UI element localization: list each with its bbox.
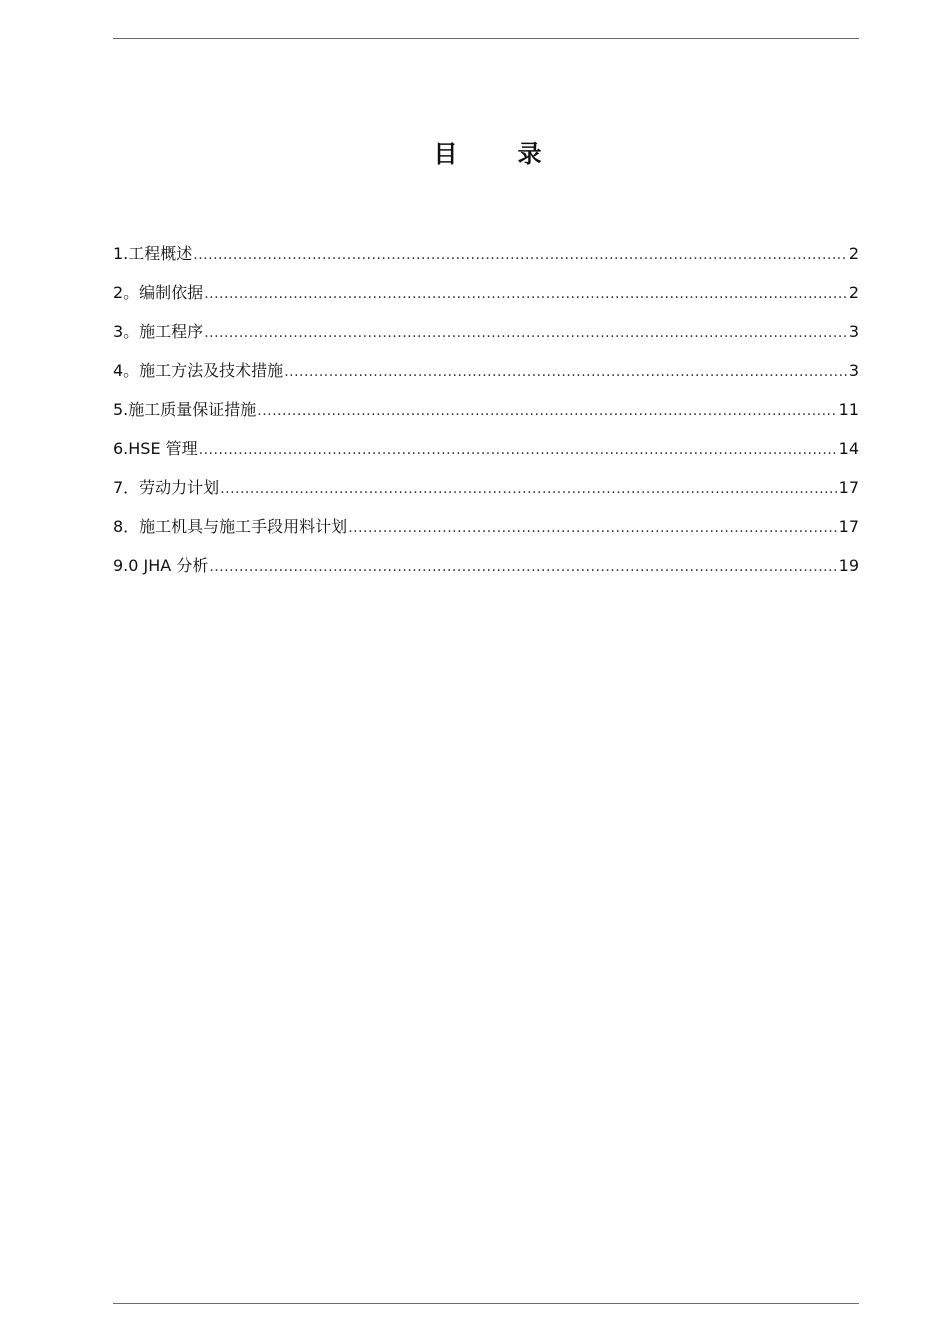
toc-entry[interactable] bbox=[113, 318, 859, 357]
toc-entry-label: 8．施工机具与施工手段用料计划 bbox=[113, 517, 348, 536]
toc-entry[interactable] bbox=[113, 552, 859, 591]
toc-entry-label: 5.施工质量保证措施 bbox=[113, 400, 257, 419]
toc-entry[interactable] bbox=[113, 357, 859, 396]
dot-leader bbox=[209, 553, 837, 581]
table-of-contents bbox=[113, 240, 859, 591]
toc-title-char-1: 目 bbox=[433, 140, 458, 169]
footer-rule bbox=[113, 1303, 859, 1304]
toc-entry-page: 17 bbox=[838, 517, 859, 536]
toc-entry-page: 3 bbox=[848, 361, 859, 380]
dot-leader bbox=[193, 241, 848, 269]
toc-title-char-2: 录 bbox=[517, 140, 542, 169]
toc-entry-page: 14 bbox=[838, 439, 859, 458]
toc-entry-page: 3 bbox=[848, 322, 859, 341]
dot-leader bbox=[204, 319, 848, 347]
toc-entry[interactable] bbox=[113, 513, 859, 552]
toc-entry-label: 9.0 JHA 分析 bbox=[113, 556, 209, 575]
toc-entry[interactable] bbox=[113, 396, 859, 435]
toc-entry[interactable] bbox=[113, 240, 859, 279]
toc-entry[interactable] bbox=[113, 279, 859, 318]
toc-entry-page: 11 bbox=[838, 400, 859, 419]
toc-entry-page: 2 bbox=[848, 244, 859, 263]
dot-leader bbox=[348, 514, 837, 542]
toc-entry-label: 7．劳动力计划 bbox=[113, 478, 220, 497]
toc-entry-page: 19 bbox=[838, 556, 859, 575]
toc-entry-label: 2。编制依据 bbox=[113, 283, 204, 302]
toc-entry[interactable] bbox=[113, 435, 859, 474]
toc-entry-label: 1.工程概述 bbox=[113, 244, 193, 263]
toc-entry-page: 17 bbox=[838, 478, 859, 497]
toc-entry-label: 6.HSE 管理 bbox=[113, 439, 198, 458]
toc-entry[interactable] bbox=[113, 474, 859, 513]
dot-leader bbox=[199, 436, 838, 464]
dot-leader bbox=[284, 358, 848, 386]
toc-entry-label: 4。施工方法及技术措施 bbox=[113, 361, 284, 380]
dot-leader bbox=[220, 475, 837, 503]
dot-leader bbox=[204, 280, 848, 308]
toc-entry-page: 2 bbox=[848, 283, 859, 302]
toc-title bbox=[0, 134, 950, 169]
toc-entry-label: 3。施工程序 bbox=[113, 322, 204, 341]
dot-leader bbox=[257, 397, 837, 425]
header-rule bbox=[113, 38, 859, 39]
